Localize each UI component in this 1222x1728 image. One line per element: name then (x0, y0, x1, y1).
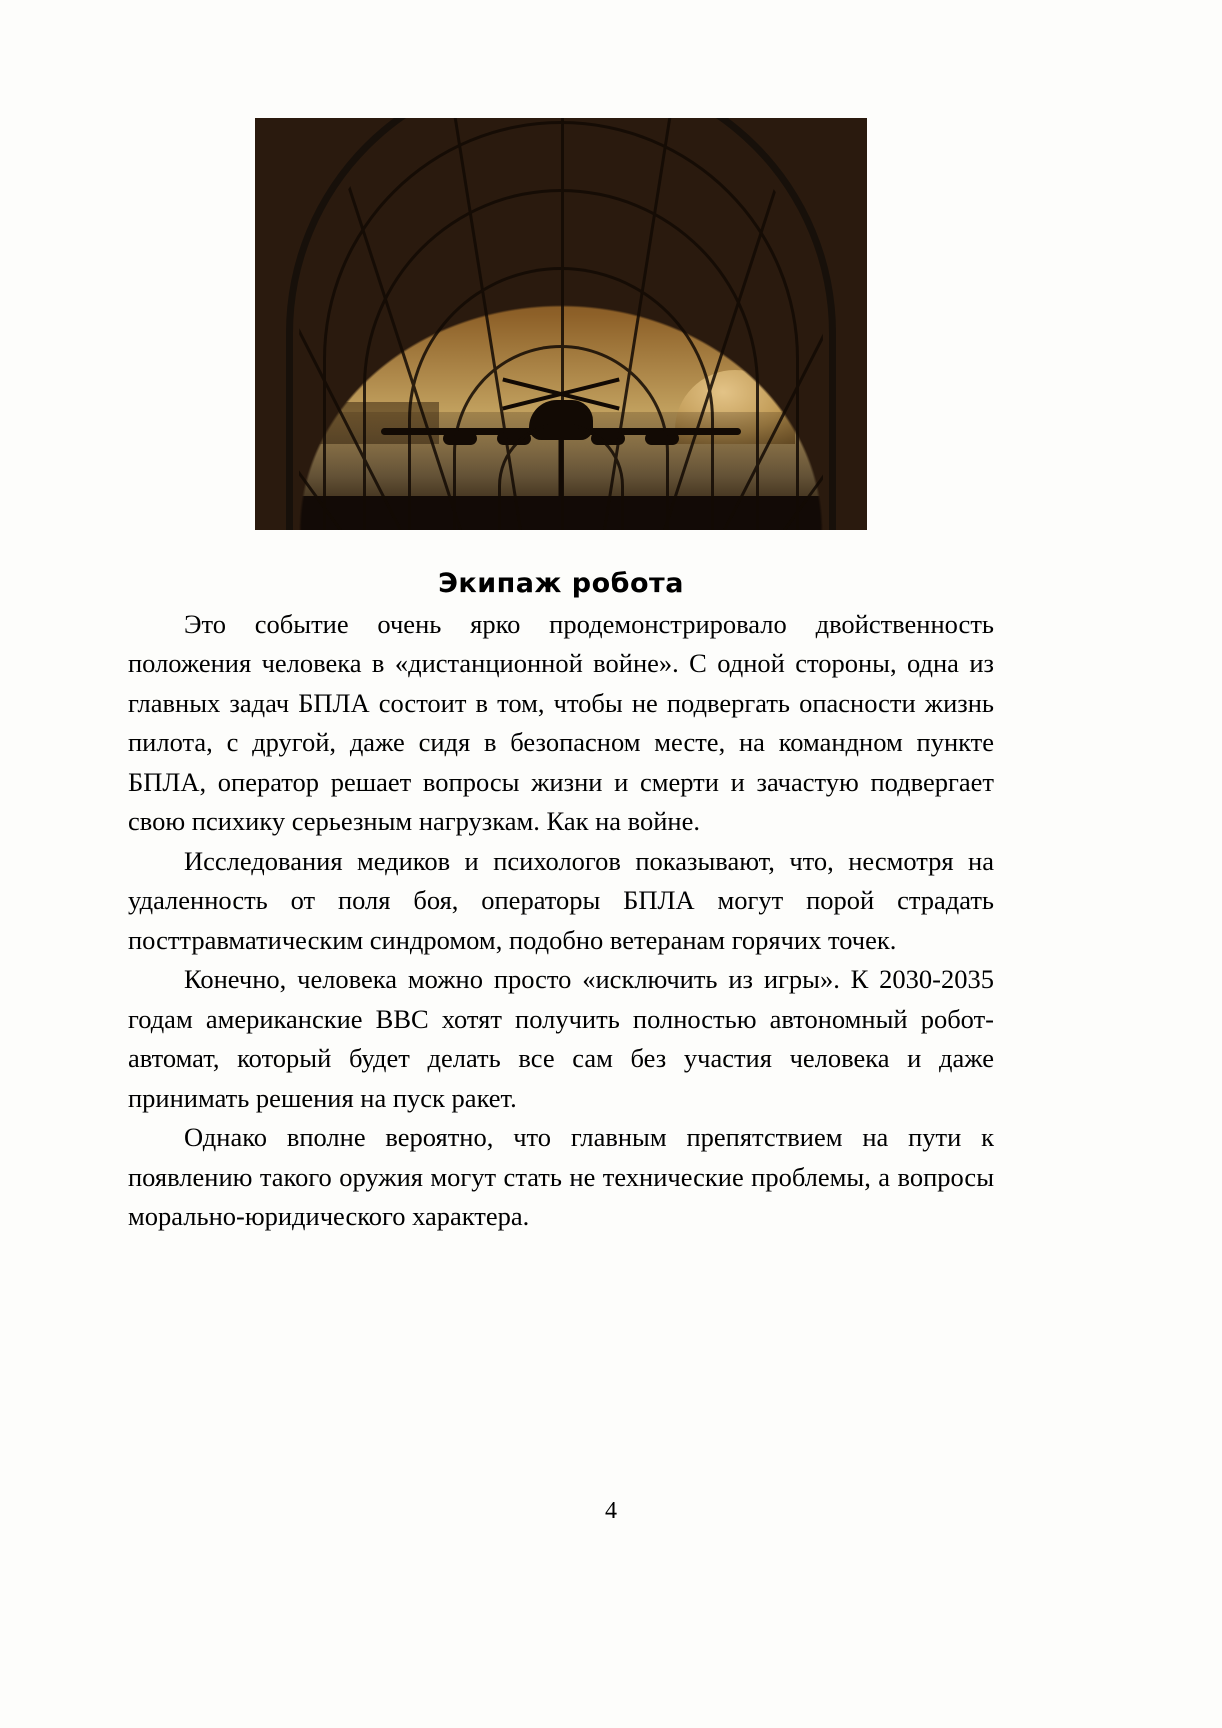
page-title: Экипаж робота (438, 568, 684, 599)
page-number: 4 (605, 1498, 617, 1524)
uav-hangar-image (255, 118, 867, 530)
paragraph-4: Однако вполне вероятно, что главным препятствием на пути к появлению такого оружия могут стать не технические проблемы, а вопросы морально-юридического характера. (128, 1122, 994, 1232)
paragraph-2: Исследования медиков и психологов показывают, что, несмотря на удаленность от поля боя, операторы БПЛА могут порой страдать посттравматическим синдромом, подобно ветеранам горячих точек. (128, 845, 994, 955)
paragraph-3: Конечно, человека можно просто «исключить из игры». К 2030-2035 годам американские ВВС хотят получить полностью автономный робот-автомат, который будет делать все сам без участия человека и даже принимать решения на пуск ракет. (128, 964, 994, 1113)
paragraph-1: Это событие очень ярко продемонстрировало двойственность положения человека в «дистанционной войне». С одной стороны, одна из главных задач БПЛА состоит в том, чтобы не подвергать опасности жизнь пилота, с другой, даже сидя в безопасном месте, на командном пункте БПЛА, оператор решает вопросы жизни и смерти и зачастую подвергает свою психику серьезным нагрузкам. Как на войне. (128, 609, 994, 837)
page-content (128, 118, 994, 1237)
hangar-arch-edge (286, 118, 836, 530)
